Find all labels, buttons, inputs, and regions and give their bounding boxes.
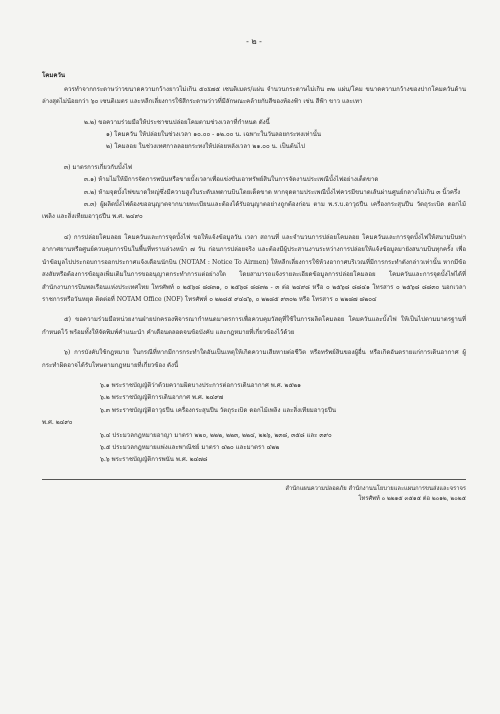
page-number: - ๒ - bbox=[246, 37, 262, 46]
footer-office: สำนักแผนความปลอดภัย สำนักงานนโยบายและแผนการขนส่งและจราจร bbox=[285, 485, 466, 492]
law-6-6: ๖.๖ พระราชบัญญัติการพนัน พ.ศ. ๒๔๗๘ bbox=[100, 456, 208, 464]
item-4: ๔) การปล่อยโคมลอย โคมควันและการจุดบั้งไฟ ขอให้แจ้งข้อมูลวัน เวลา สถานที่ และจำนวนการปล่อยโคมลอย โคมควันและการจุดบั้งไฟให้สนามบินท่าอากาศยานหรือศูนย์ควบคุมการบินในพื้นที่ทราบล่วงหน้า ๗ วัน ก่อนการปล่อยจริง และต้องมีผู้ประสานงานระหว่างการปล่อยให้แจ้งข้อมูลมายังสนามบินทุกครั้ง เพื่อนำข้อมูลไปประกอบการออกประกาศแจ้งเตือนนักบิน (NOTAM : Notice To Airmen) ให้หลีกเลี่ยงการใช้ห้วงอากาศบริเวณที่มีการกระทำดังกล่าวเท่านั้น หากมีข้อสงสัยหรือต้องการข้อมูลเพิ่มเติมในการขออนุญาตกระทำการแต่อย่างใด โดยสามารถแจ้งรายละเอียดข้อมูลการปล่อยโคมลอย โคมควันและการจุดบั้งไฟได้ที่สำนักงานการบินพลเรือนแห่งประเทศไทย โทรศัพท์ ๐ ๒๕๖๘ ๘๘๓๑, ๐ ๒๕๖๘ ๘๘๓๒ - ๓ ต่อ ๒๔๙๘ หรือ ๐ ๒๕๖๘ ๘๘๔๑ โทรสาร ๐ ๒๕๖๘ ๘๘๓๐ นอกเวลาราชการหรือวันหยุด ติดต่อที่ NOTAM Office (NOF) โทรศัพท์ ๐ ๒๒๘๕ ๙๔๔๖, ๐ ๒๒๘๕ ๙๓๐๒ หรือ โทรสาร ๐ ๒๒๘๗ ๘๒๐๔ bbox=[42, 233, 466, 303]
footer-divider bbox=[42, 479, 466, 480]
item-5: ๕) ขอความร่วมมือหน่วยงานฝ่ายปกครองพิจารณากำหนดมาตรการเพื่อควบคุมวัสดุที่ใช้ในการผลิตโคมลอย โคมควันและบั้งไฟ ให้เป็นไปตามมาตรฐานที่กำหนดไว้ พร้อมทั้งให้จัดพิมพ์คำแนะนำ คำเตือนตลอดจนข้อบังคับ และกฎหมายที่เกี่ยวข้องไว้ด้วย bbox=[42, 316, 466, 336]
law-6-3-year: พ.ศ. ๒๔๙๐ bbox=[42, 419, 73, 427]
kite-heading: โคมควัน bbox=[42, 72, 66, 80]
law-6-1: ๖.๑ พระราชบัญญัติว่าด้วยความผิดบางประการต่อการเดินอากาศ พ.ศ. ๒๕๒๑ bbox=[100, 381, 301, 389]
item-2-2-1: ๑) โคมควัน ให้ปล่อยในช่วงเวลา ๑๐.๐๐ - ๑๒.๐๐ น. เฉพาะในวันลอยกระทงเท่านั้น bbox=[106, 131, 322, 139]
kite-paragraph: ควรทำจากกระดาษว่าวขนาดความกว้างยาวไม่เกิน ๕๐x๗๕ เซนติเมตร/แผ่น จำนวนกระดาษไม่เกิน ๓๒ แผ่น/โคม ขนาดความกว้างของปากโคมควันด้านล่างสุดไม่น้อยกว่า ๖๐ เซนติเมตร และหลีกเลี่ยงการใช้สีกระดาษว่าวที่มีลักษณะคล้ายกับสีของท้องฟ้า เช่น สีฟ้า ขาว และเทา bbox=[42, 85, 466, 106]
item-3-2: ๓.๒) ห้ามจุดบั้งไฟขนาดใหญ่ซึ่งมีความสูงในระดับเพดานบินโดยเด็ดขาด หากจุดตามประเพณีบั้งไฟควรมีขนาดเส้นผ่านศูนย์กลางไม่เกิน ๓ นิ้วครึ่ง bbox=[84, 188, 461, 196]
item-6: ๖) การบังคับใช้กฎหมาย ในกรณีที่หากมีการกระทำใดอันเป็นเหตุให้เกิดความเสียหายต่อชีวิต หรือทรัพย์สินของผู้อื่น หรือเกิดอันตรายแก่การเดินอากาศ ผู้กระทำผิดอาจได้รับโทษตามกฎหมายที่เกี่ยวข้อง ดังนี้ bbox=[42, 349, 466, 369]
item-3-3: ๓.๓) ผู้ผลิตบั้งไฟต้องขออนุญาตจากนายทะเบียนและต้องได้รับอนุญาตอย่างถูกต้องก่อน ตาม พ.ร.บ.อาวุธปืน เครื่องกระสุนปืน วัตถุระเบิด ดอกไม้เพลิง และสิ่งเทียมอาวุธปืน พ.ศ. ๒๔๙๐ bbox=[42, 201, 466, 221]
law-6-4: ๖.๔ ประมวลกฎหมายอาญา มาตรา ๒๒๐, ๒๒๒, ๒๒๓, ๒๒๔, ๒๒๖, ๒๓๘, ๓๕๘ และ ๓๙๐ bbox=[100, 431, 332, 439]
item-2-2: ๒.๒) ขอความร่วมมือให้ประชาชนปล่อยโคมตามช่วงเวลาที่กำหนด ดังนี้ bbox=[84, 118, 270, 126]
item-3: ๓) มาตรการเกี่ยวกับบั้งไฟ bbox=[64, 163, 133, 171]
item-2-2-2: ๒) โคมลอย ในช่วงเทศกาลลอยกระทงให้ปล่อยหลังเวลา ๒๑.๐๐ น. เป็นต้นไป bbox=[106, 143, 305, 151]
law-6-2: ๖.๒ พระราชบัญญัติการเดินอากาศ พ.ศ. ๒๔๙๗ bbox=[100, 394, 224, 402]
law-6-5: ๖.๕ ประมวลกฎหมายแพ่งและพาณิชย์ มาตรา ๔๒๐ และมาตรา ๔๒๒ bbox=[100, 443, 280, 451]
law-6-3: ๖.๓ พระราชบัญญัติอาวุธปืน เครื่องกระสุนปืน วัตถุระเบิด ดอกไม้เพลิง และสิ่งเทียมอาวุธปืน bbox=[100, 406, 337, 414]
footer bbox=[42, 484, 466, 504]
item-3-1: ๓.๑) ห้ามไม่ให้มีการจัดการพนันหรือขายบั้งเวลาเพื่อแข่งขันเอาทรัพย์สินในการจัดงานประเพณีบั้งไฟอย่างเด็ดขาด bbox=[84, 176, 379, 184]
footer-phone: โทรศัพท์ ๐ ๒๒๑๕ ๓๕๑๕ ต่อ ๒๐๑๒, ๒๐๒๕ bbox=[358, 495, 466, 502]
